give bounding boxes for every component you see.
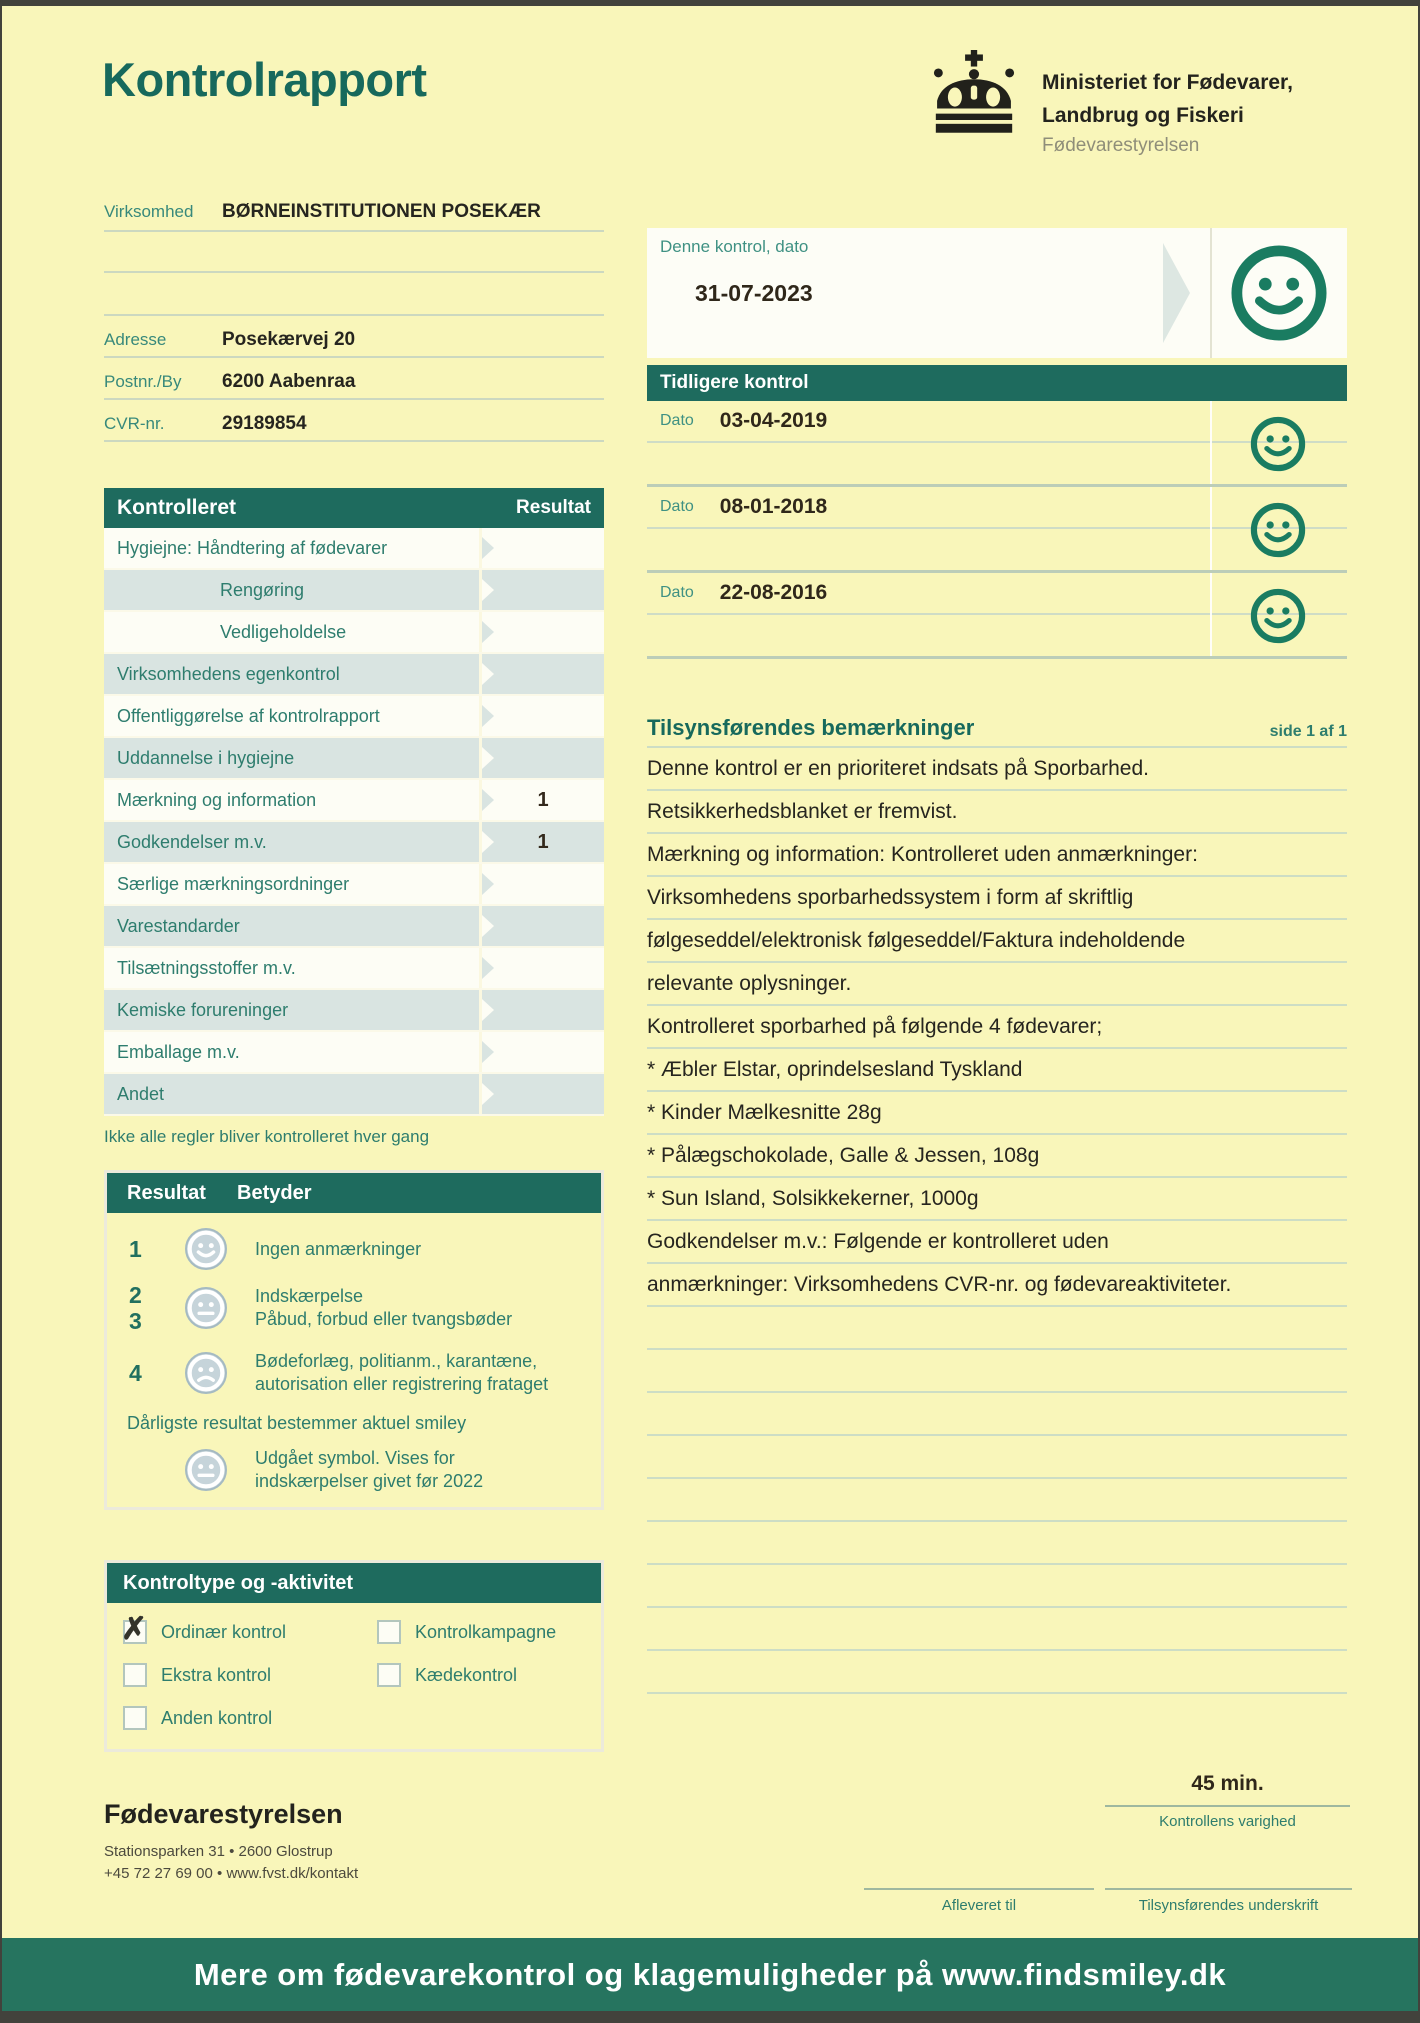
kontrolleret-row-result [479, 906, 604, 946]
happy-smiley-icon [1230, 244, 1328, 342]
legend-result-header: Resultat [127, 1181, 206, 1204]
kontrolleret-result-value: 1 [537, 788, 549, 811]
kontrolleret-row [104, 948, 604, 990]
remark-empty-line [647, 1522, 1347, 1565]
kontrolleret-row-label: Virksomhedens egenkontrol [117, 663, 340, 684]
kontrolleret-row-result [479, 864, 604, 904]
chevron-right-icon [482, 999, 494, 1021]
postnrby-value: 6200 Aabenraa [222, 371, 356, 392]
kontrolleret-row-label: Emballage m.v. [117, 1041, 240, 1062]
kontrolleret-row [104, 822, 604, 864]
legend-num-2-3 [129, 1282, 171, 1334]
remark-line: Godkendelser m.v.: Følgende er kontrolleret uden [647, 1221, 1347, 1264]
legend-num-2: 2 [129, 1282, 142, 1308]
kontrolleret-row [104, 1032, 604, 1074]
arrow-right-icon [1163, 243, 1190, 343]
happy-smiley-icon [1250, 416, 1306, 472]
kontrolleret-row [104, 654, 604, 696]
kontrolleret-row [104, 570, 604, 612]
kontrolleret-row [104, 528, 604, 570]
result-legend [104, 1170, 604, 1510]
remark-empty-line [647, 1393, 1347, 1436]
business-info [104, 201, 604, 442]
ministry-agency: Fødevarestyrelsen [1042, 135, 1200, 156]
checkbox[interactable] [123, 1706, 147, 1730]
kontrolleret-row-label: Godkendelser m.v. [117, 831, 267, 852]
remark-empty-line [647, 1479, 1347, 1522]
kontrolleret-row [104, 906, 604, 948]
previous-control-date: 08-01-2018 [719, 495, 828, 518]
kontroltype-option [123, 1703, 377, 1733]
divider [1210, 487, 1212, 570]
legend-retired-text [255, 1447, 483, 1493]
kontrolleret-row-label: Varestandarder [117, 915, 240, 936]
remarks-empty-lines [647, 1307, 1347, 1694]
kontrolleret-row-result [479, 696, 604, 736]
ministry-name-line2: Landbrug og Fiskeri [1042, 104, 1244, 127]
remark-empty-line [647, 1651, 1347, 1694]
kontrolleret-row-label: Kemiske forureninger [117, 999, 289, 1020]
chevron-right-icon [482, 621, 494, 643]
remark-line: Denne kontrol er en prioriteret indsats på Sporbarhed. [647, 748, 1347, 791]
remark-empty-line [647, 1350, 1347, 1393]
divider [1210, 573, 1212, 656]
kontrolleret-row-result [479, 1074, 604, 1114]
previous-control-row [647, 401, 1347, 487]
kontrolleret-row-label: Rengøring [220, 579, 305, 600]
kontrolleret-row-result [479, 738, 604, 778]
legend-header [107, 1173, 601, 1213]
kontrolleret-row-label: Mærkning og information [117, 789, 317, 810]
happy-smiley-icon [185, 1228, 227, 1270]
duration-block [1105, 1772, 1350, 1830]
kontrolleret-row-result [479, 612, 604, 652]
happy-smiley-icon [1250, 588, 1306, 644]
legend-retired-line1: Udgået symbol. Vises for [255, 1448, 455, 1468]
dato-label: Dato [660, 584, 694, 601]
kontrolleret-row [104, 612, 604, 654]
kontroltype-box [104, 1560, 604, 1752]
legend-text-2-line2: Påbud, forbud eller tvangsbøder [255, 1309, 513, 1329]
kontrolleret-note: Ikke alle regler bliver kontrolleret hver gang [104, 1127, 430, 1146]
kontrolleret-row-result [479, 780, 604, 820]
current-control-box [647, 228, 1347, 358]
remarks-lines [647, 748, 1347, 1307]
kontrolleret-row-label: Uddannelse i hygiejne [117, 747, 295, 768]
virksomhed-label: Virksomhed [104, 202, 194, 221]
chevron-right-icon [482, 537, 494, 559]
kontrolleret-header-label: Kontrolleret [117, 496, 237, 519]
legend-text-2 [255, 1285, 512, 1331]
checkbox[interactable] [123, 1663, 147, 1687]
remark-line: Virksomhedens sporbarhedssystem i form af skriftlig [647, 877, 1347, 920]
sad-smiley-icon [185, 1352, 227, 1394]
chevron-right-icon [482, 705, 494, 727]
chevron-right-icon [482, 663, 494, 685]
previous-controls [647, 401, 1347, 659]
kontrolleret-result-value: 1 [537, 830, 549, 853]
postnrby-label: Postnr./By [104, 372, 182, 391]
legend-text-1: Ingen anmærkninger [255, 1238, 422, 1259]
remarks-title: Tilsynsførendes bemærkninger [647, 715, 975, 740]
remark-empty-line [647, 1436, 1347, 1479]
kontroltype-option-label: Kontrolkampagne [415, 1621, 557, 1642]
ministry-logo-block [928, 50, 1293, 157]
kontrolleret-row [104, 864, 604, 906]
kontrolleret-table [104, 488, 604, 1116]
kontroltype-option [123, 1660, 377, 1690]
current-control-label: Denne kontrol, dato [660, 237, 809, 256]
ministry-name-line1: Ministeriet for Fødevarer, [1042, 71, 1293, 94]
legend-num-4: 4 [129, 1360, 142, 1386]
legend-num-1: 1 [129, 1236, 142, 1262]
kontrolleret-row-result [479, 948, 604, 988]
chevron-right-icon [482, 915, 494, 937]
divider [1210, 228, 1212, 358]
neutral-smiley-icon [185, 1287, 227, 1329]
kontrolleret-row [104, 780, 604, 822]
cvr-label: CVR-nr. [104, 414, 165, 433]
kontroltype-header: Kontroltype og -aktivitet [107, 1563, 601, 1603]
cvr-value: 29189854 [222, 413, 307, 434]
legend-text-2-line1: Indskærpelse [255, 1286, 364, 1306]
remark-line: Kontrolleret sporbarhed på følgende 4 fødevarer; [647, 1006, 1347, 1049]
chevron-right-icon [482, 1083, 494, 1105]
divider [1210, 401, 1212, 484]
dato-label: Dato [660, 412, 694, 429]
kontrolleret-row [104, 696, 604, 738]
remark-line: anmærkninger: Virksomhedens CVR-nr. og fødevareaktiviteter. [647, 1264, 1347, 1307]
retired-neutral-smiley-icon [185, 1449, 227, 1491]
top-edge-strip [2, 0, 1418, 6]
remark-line: relevante oplysninger. [647, 963, 1347, 1006]
legend-note: Dårligste resultat bestemmer aktuel smiley [127, 1413, 467, 1433]
kontrolleret-row-result [479, 570, 604, 610]
previous-control-date: 22-08-2016 [719, 581, 828, 604]
kontrolleret-row-label: Andet [117, 1083, 165, 1104]
kontrolleret-row [104, 738, 604, 780]
agency-address: Stationsparken 31 • 2600 Glostrup [104, 1843, 333, 1860]
remarks-section [647, 716, 1347, 1694]
legend-text-3 [255, 1350, 548, 1396]
kontrolleret-table-header [104, 488, 604, 528]
page-title: Kontrolrapport [102, 53, 427, 106]
kontroltype-option-label: Ordinær kontrol [161, 1621, 287, 1642]
previous-control-date: 03-04-2019 [719, 409, 828, 432]
adresse-label: Adresse [104, 330, 167, 349]
remark-line: Mærkning og information: Kontrolleret uden anmærkninger: [647, 834, 1347, 877]
virksomhed-empty-line [104, 273, 604, 316]
page-indicator: side 1 af 1 [1269, 723, 1347, 740]
checkbox[interactable] [121, 1611, 147, 1646]
legend-retired-line2: indskærpelser givet før 2022 [255, 1471, 484, 1491]
checkbox-mark: ✗ [121, 1611, 147, 1646]
inspector-signature-line: Tilsynsførendes underskrift [1105, 1888, 1352, 1914]
kontrolleret-row-result [479, 654, 604, 694]
kontrolleret-row-result [479, 990, 604, 1030]
kontrolleret-row-label: Offentliggørelse af kontrolrapport [117, 705, 380, 726]
legend-meaning-header: Betyder [237, 1181, 312, 1204]
virksomhed-value: BØRNEINSTITUTIONEN POSEKÆR [222, 201, 541, 222]
adresse-value: Posekærvej 20 [222, 329, 356, 350]
kontroltype-option [377, 1660, 601, 1690]
delivered-to-line: Afleveret til [864, 1888, 1094, 1914]
previous-controls-header: Tidligere kontrol [647, 365, 1347, 401]
kontrolleret-row-label: Vedligeholdelse [220, 621, 347, 642]
kontroltype-option [121, 1611, 377, 1647]
remark-empty-line [647, 1565, 1347, 1608]
resultat-header-label: Resultat [516, 497, 591, 518]
remark-line: * Kinder Mælkesnitte 28g [647, 1092, 1347, 1135]
kontrolleret-row-label: Tilsætningsstoffer m.v. [117, 957, 296, 978]
kontrolleret-row-result [479, 822, 604, 862]
kontrolleret-row-label: Hygiejne: Håndtering af fødevarer [117, 537, 388, 558]
remark-empty-line [647, 1307, 1347, 1350]
remark-line: * Pålægschokolade, Galle & Jessen, 108g [647, 1135, 1347, 1178]
happy-smiley-icon [1250, 502, 1306, 558]
kontrolleret-row-result [479, 1032, 604, 1072]
chevron-right-icon [482, 831, 494, 853]
remark-line: * Sun Island, Solsikkekerner, 1000g [647, 1178, 1347, 1221]
kontrolleret-row-label: Særlige mærkningsordninger [117, 873, 350, 894]
remark-line: Retsikkerhedsblanket er fremvist. [647, 791, 1347, 834]
agency-contact: +45 72 27 69 00 • www.fvst.dk/kontakt [104, 1865, 359, 1882]
checkbox[interactable] [377, 1663, 401, 1687]
previous-control-row [647, 487, 1347, 573]
chevron-right-icon [482, 579, 494, 601]
chevron-right-icon [482, 1041, 494, 1063]
agency-name: Fødevarestyrelsen [104, 1799, 343, 1829]
bottom-edge-strip [2, 2011, 1418, 2023]
remark-line: * Æbler Elstar, oprindelsesland Tyskland [647, 1049, 1347, 1092]
kontrolleret-row [104, 990, 604, 1032]
legend-text-3-line1: Bødeforlæg, politianm., karantæne, [255, 1351, 538, 1371]
chevron-right-icon [482, 957, 494, 979]
chevron-right-icon [482, 747, 494, 769]
remark-empty-line [647, 1608, 1347, 1651]
kontroltype-options [107, 1603, 601, 1749]
kontroltype-option-label: Anden kontrol [161, 1707, 273, 1728]
previous-control-row [647, 573, 1347, 659]
findsmiley-banner: Mere om fødevarekontrol og klagemuligheder på www.findsmiley.dk [2, 1938, 1418, 2011]
kontroltype-option-label: Kædekontrol [415, 1664, 518, 1685]
duration-value: 45 min. [1105, 1772, 1350, 1807]
dato-label: Dato [660, 498, 694, 515]
duration-label: Kontrollens varighed [1159, 1813, 1296, 1830]
remark-line: følgeseddel/elektronisk følgeseddel/Faktura indeholdende [647, 920, 1347, 963]
checkbox[interactable] [377, 1620, 401, 1644]
kontroltype-option-label: Ekstra kontrol [161, 1664, 272, 1685]
chevron-right-icon [482, 789, 494, 811]
virksomhed-empty-line [104, 232, 604, 273]
agency-footer [104, 1799, 358, 1882]
kontrolleret-row-result [479, 528, 604, 568]
kontroltype-option [377, 1617, 601, 1647]
legend-num-3: 3 [129, 1308, 142, 1334]
crown-icon [928, 50, 1020, 157]
current-control-date: 31-07-2023 [695, 280, 813, 306]
kontrolleret-row [104, 1074, 604, 1116]
legend-text-3-line2: autorisation eller registrering frataget [255, 1374, 549, 1394]
chevron-right-icon [482, 873, 494, 895]
